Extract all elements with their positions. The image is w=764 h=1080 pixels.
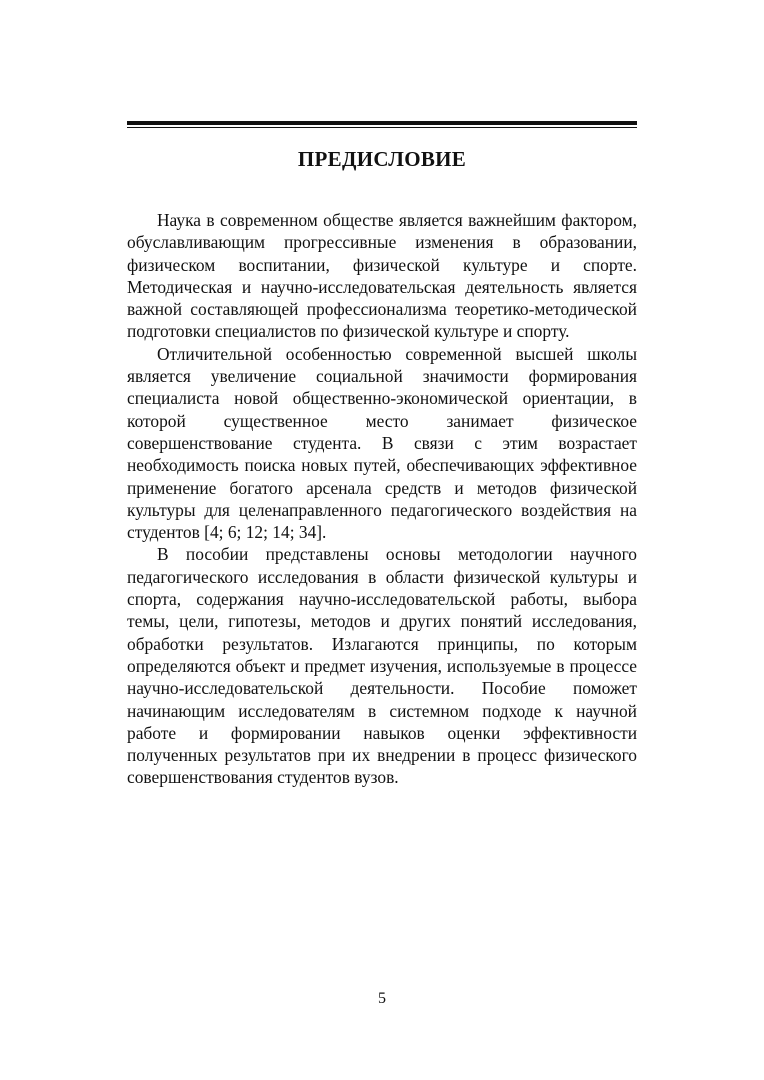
paragraph-2: Отличительной особенностью современной высшей школы является увеличение социальной значимости формирования специалиста новой общественно-экономической ориентации, в которой существенное место занимает физическое совершенствование студента. В связи с этим возрастает необходимость поиска новых путей, обеспечивающих эффективное применение богатого арсенала средств и методов физической культуры для целенаправленного педагогического воздействия на студентов [4; 6; 12; 14; 34].: [127, 343, 637, 543]
paragraph-3: В пособии представлены основы методологии научного педагогического исследования в области физической культуры и спорта, содержания научно-исследовательской работы, выбора темы, цели, гипотезы, методов и других понятий исследования, обработки результатов. Излагаются принципы, по которым определяются объект и предмет изучения, используемые в процессе научно-исследовательской деятельности. Пособие поможет начинающим исследователям в системном подходе к научной работе и формировании навыков оценки эффективности полученных результатов при их внедрении в процесс физического совершенствования студентов вузов.: [127, 544, 637, 788]
paragraph-1: Наука в современном обществе является важнейшим фактором, обуславливающим прогрессивные изменения в образовании, физическом воспитании, физической культуре и спорте. Методическая и научно-исследовательская деятельность является важной составляющей профессионализма теоретико-методической подготовки специалистов по физической культуре и спорту.: [127, 210, 637, 342]
header-rule-thin: [127, 127, 637, 128]
section-title: ПРЕДИСЛОВИЕ: [297, 147, 467, 171]
header-rule-thick: [127, 121, 637, 125]
page-number: 5: [378, 990, 386, 1007]
body-text: [127, 209, 637, 789]
